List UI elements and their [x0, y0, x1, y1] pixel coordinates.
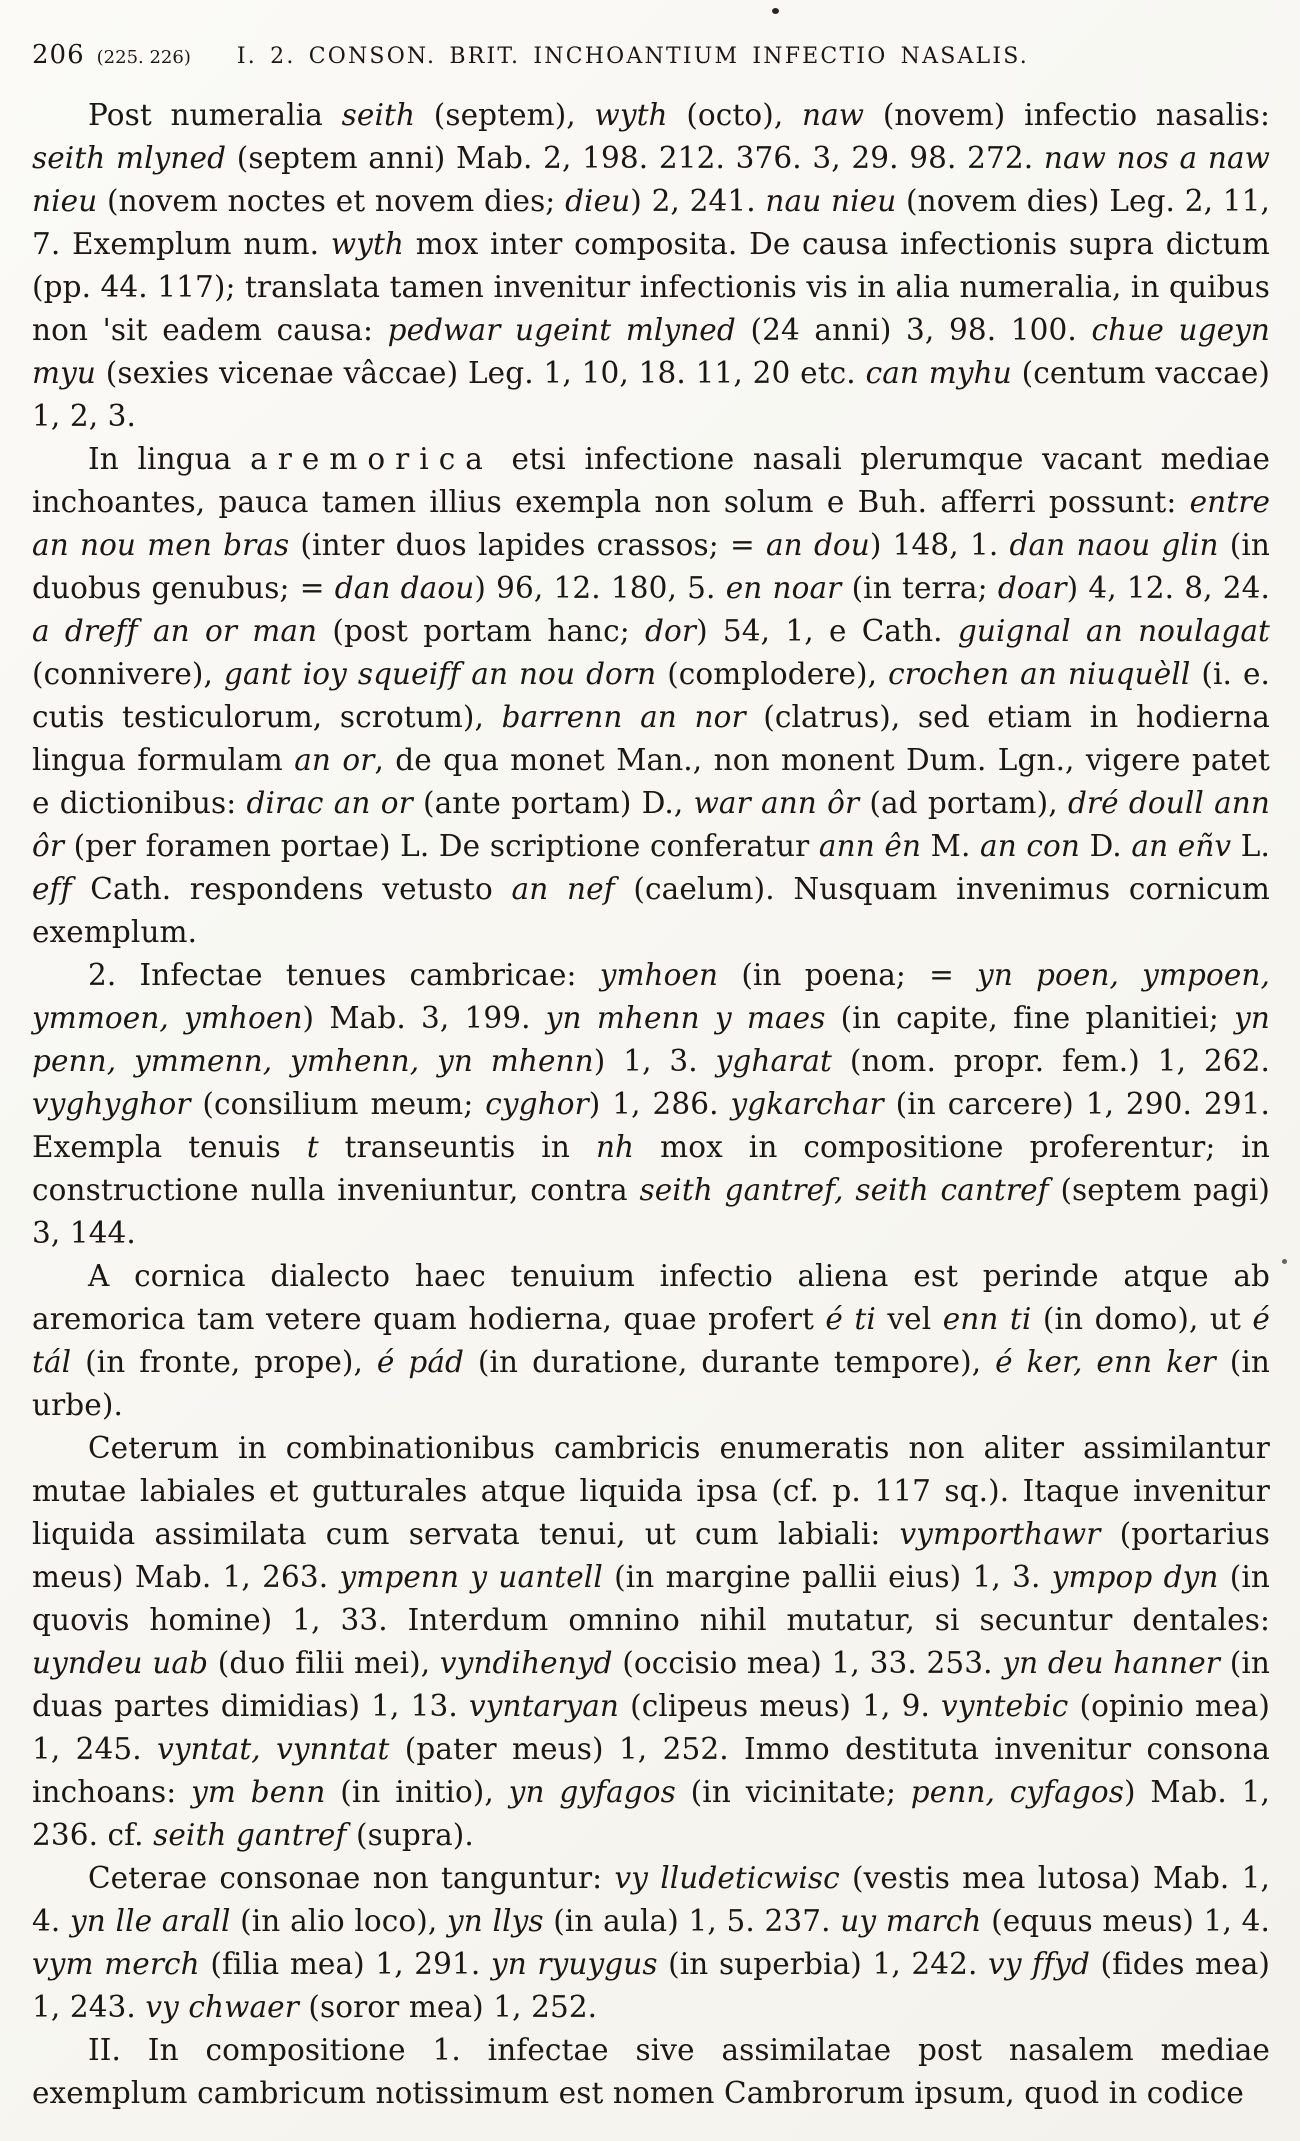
italic-term: ann ên [818, 829, 922, 863]
italic-term: doar [997, 571, 1067, 605]
italic-term: eff [32, 872, 72, 906]
text-run: (soror mea) 1, 252. [298, 1990, 598, 2024]
italic-term: ygharat [715, 1044, 832, 1078]
italic-term: seith gantref [153, 1818, 347, 1852]
text-run: (supra). [346, 1818, 474, 1852]
text-run: transeuntis in [318, 1130, 596, 1164]
italic-term: naw [802, 98, 865, 132]
text-run: (filia mea) 1, 291. [199, 1947, 491, 1981]
text-run: ) Mab. 1, 236. cf. [32, 1775, 1270, 1852]
italic-term: é ti [825, 1302, 876, 1336]
text-run: mox in compositione proferentur; in constructione nulla inveniuntur, contra [32, 1130, 1270, 1207]
page-body [32, 94, 1270, 2115]
text-run: ) 2, 241. [630, 184, 766, 218]
italic-term: seith mlyned [32, 141, 227, 175]
text-run: (novem dies) Leg. 2, 11, 7. Exemplum num. [32, 184, 1271, 261]
text-run: 2. Infectae tenues cambricae: [88, 958, 600, 992]
italic-term: cyghor [485, 1087, 589, 1121]
text-run: ) 148, 1. [869, 528, 1010, 562]
paragraph [32, 1427, 1270, 1857]
italic-term: nau nieu [765, 184, 897, 218]
paragraph [32, 94, 1270, 438]
text-run: M. [921, 829, 981, 863]
italic-term: vy ffyd [988, 1947, 1090, 1981]
italic-term: en noar [725, 571, 842, 605]
paragraph [32, 2029, 1270, 2115]
italic-term: ympop dyn [1051, 1560, 1219, 1594]
text-run: (in vicinitate; [675, 1775, 911, 1809]
italic-term: vyghyghor [32, 1087, 191, 1121]
italic-term: barrenn an nor [501, 700, 746, 734]
text-run: (in quovis homine) 1, 33. Interdum omnino nihil mutatur, si secuntur dentales: [32, 1560, 1270, 1637]
text-run: (in duratione, durante tempore), [464, 1345, 996, 1379]
italic-term: vym merch [32, 1947, 200, 1981]
italic-term: yn llys [447, 1904, 544, 1938]
text-run: ) 96, 12. 180, 5. [474, 571, 726, 605]
text-run: (ad portam), [859, 786, 1068, 820]
text-run: (24 anni) 3, 98. 100. [735, 313, 1092, 347]
text-run: (septem pagi) 3, 144. [32, 1173, 1271, 1250]
italic-term: é tál [32, 1302, 1270, 1379]
italic-term: a dreff an or man [32, 614, 318, 648]
italic-term: enn ti [942, 1302, 1032, 1336]
italic-term: vyntebic [941, 1689, 1069, 1723]
italic-term: war ann ôr [693, 786, 860, 820]
italic-term: t [306, 1130, 319, 1164]
text-run: (septem), [415, 98, 595, 132]
text-run: (clatrus), sed etiam in hodierna lingua formulam [32, 700, 1270, 777]
text-run: (vestis mea lutosa) Mab. 1, 4. [32, 1861, 1270, 1938]
text-run: ) 54, 1, e Cath. [696, 614, 958, 648]
running-header [32, 40, 1270, 70]
text-run: (portarius meus) Mab. 1, 263. [32, 1517, 1270, 1594]
italic-term: dor [645, 614, 697, 648]
text-run: (septem anni) Mab. 2, 198. 212. 376. 3, 29. 98. 272. [226, 141, 1044, 175]
italic-term: vyntat, vynntat [157, 1732, 390, 1766]
text-run: (nom. propr. fem.) 1, 262. [831, 1044, 1270, 1078]
text-run: mox inter composita. De causa infectionis supra dictum (pp. 44. 117); translata tamen invenitur infectionis vis in alia numeralia, in quibus non 'sit eadem causa: [32, 227, 1270, 347]
text-run: (centum vaccae) 1, 2, 3. [32, 356, 1270, 433]
paragraph [32, 1857, 1270, 2029]
scan-artifact-dot [1282, 1259, 1287, 1264]
text-run: (complodere), [656, 657, 889, 691]
italic-term: dirac an or [246, 786, 413, 820]
text-run: vel [875, 1302, 943, 1336]
text-run: II. In compositione 1. infectae sive assimilatae post nasalem mediae exemplum cambricum notissimum est nomen Cambrorum ipsum, quod in codice [32, 2033, 1270, 2110]
text-run: (per foramen portae) L. De scriptione conferatur [64, 829, 819, 863]
text-run: ) Mab. 3, 199. [302, 1001, 546, 1035]
text-run: (in terra; [841, 571, 998, 605]
text-run: (inter duos lapides crassos; = [289, 528, 766, 562]
italic-term: ygkarchar [730, 1087, 884, 1121]
text-run: ) 1, 286. [588, 1087, 731, 1121]
text-run: , de qua monet Man., non monent Dum. Lgn., vigere patet e dictionibus: [32, 743, 1271, 820]
italic-term: vymporthawr [899, 1517, 1101, 1551]
italic-term: vyndihenyd [439, 1646, 613, 1680]
text-run: Post numeralia [88, 98, 342, 132]
italic-term: é ker, enn ker [995, 1345, 1216, 1379]
italic-term: nh [595, 1130, 635, 1164]
italic-term: an con [980, 829, 1081, 863]
text-run: D. [1080, 829, 1132, 863]
text-run: (i. e. cutis testiculorum, scrotum), [32, 657, 1271, 734]
italic-term: an eñv [1131, 829, 1232, 863]
text-run: (post portam hanc; [317, 614, 646, 648]
italic-term: yn penn, ymmenn, ymhenn, yn mhenn [32, 1001, 1270, 1078]
scan-artifact-dot [772, 8, 779, 14]
italic-term: yn poen, ympoen, ymmoen, ymhoen [32, 958, 1270, 1035]
italic-term: an dou [765, 528, 870, 562]
text-run: (novem) infectio nasalis: [864, 98, 1270, 132]
header-title: I. 2. CONSON. BRIT. INCHOANTIUM INFECTIO NASALIS. [236, 44, 1029, 69]
text-run: (in duobus genubus; = [32, 528, 1270, 605]
text-run: (connivere), [32, 657, 224, 691]
italic-term: yn lle arall [70, 1904, 231, 1938]
italic-term: wyth [594, 98, 668, 132]
text-run: Ceterum in combinationibus cambricis enumeratis non aliter assimilantur mutae labiales et gutturales atque liquida ipsa (cf. p. 117 sq.). Itaque invenitur liquida assimilata cum servata tenui, ut cum labiali: [32, 1431, 1270, 1551]
text-run: (ante portam) D., [412, 786, 694, 820]
italic-term: gant ioy squeiff an nou dorn [223, 657, 657, 691]
text-run: ) 4, 12. 8, 24. [1066, 571, 1271, 605]
text-run: (in domo), ut [1031, 1302, 1253, 1336]
text-run: (duo filii mei), [208, 1646, 440, 1680]
italic-term: guignal an noulagat [957, 614, 1270, 648]
text-run: (consilium meum; [190, 1087, 486, 1121]
italic-term: yn gyfagos [508, 1775, 676, 1809]
header-reference: (225. 226) [96, 47, 191, 68]
text-run: (novem noctes et novem dies; [97, 184, 566, 218]
text-run: (pater meus) 1, 252. Immo destituta invenitur consona inchoans: [32, 1732, 1270, 1809]
text-run: (in margine pallii eius) 1, 3. [602, 1560, 1052, 1594]
italic-term: dan naou glin [1009, 528, 1219, 562]
text-run: (in duas partes dimidias) 1, 13. [32, 1646, 1270, 1723]
text-run: etsi infectione nasali plerumque vacant mediae inchoantes, pauca tamen illius exempla non solum e Buh. afferri possunt: [32, 442, 1271, 519]
italic-term: pedwar ugeint mlyned [387, 313, 736, 347]
text-run: (occisio mea) 1, 33. 253. [612, 1646, 1003, 1680]
italic-term: wyth [330, 227, 405, 261]
italic-term: can myhu [865, 356, 1012, 390]
text-run: (in initio), [325, 1775, 509, 1809]
italic-term: dré doull ann ôr [32, 786, 1270, 863]
text-run: (in fronte, prope), [71, 1345, 377, 1379]
page-number: 206 [32, 40, 85, 70]
letterspaced-term: aremorica [250, 442, 493, 476]
italic-term: penn, cyfagos [910, 1775, 1124, 1809]
italic-term: dieu [565, 184, 631, 218]
italic-term: ymhoen [599, 958, 719, 992]
text-run: L. [1231, 829, 1270, 863]
italic-term: an or [294, 743, 375, 777]
text-run: (opinio mea) 1, 245. [32, 1689, 1270, 1766]
paragraph [32, 954, 1270, 1255]
text-run: (fides mea) 1, 243. [32, 1947, 1271, 2024]
text-run: (sexies vicenae vâccae) Leg. 1, 10, 18. 11, 20 etc. [95, 356, 866, 390]
paragraph [32, 1255, 1270, 1427]
italic-term: vyntaryan [468, 1689, 619, 1723]
text-run: (in aula) 1, 5. 237. [543, 1904, 841, 1938]
italic-term: entre an nou men bras [32, 485, 1270, 562]
text-run: ) 1, 3. [593, 1044, 716, 1078]
italic-term: yn mhenn y maes [545, 1001, 826, 1035]
text-run: (in alio loco), [230, 1904, 447, 1938]
text-run: (in superbia) 1, 242. [657, 1947, 989, 1981]
text-run: (in carcere) 1, 290. 291. Exempla tenuis [32, 1087, 1270, 1164]
italic-term: vy lludeticwisc [614, 1861, 840, 1895]
italic-term: seith gantref, seith cantref [639, 1173, 1049, 1207]
italic-term: uy march [840, 1904, 982, 1938]
italic-term: an nef [511, 872, 615, 906]
italic-term: yn deu hanner [1002, 1646, 1221, 1680]
text-run: (clipeus meus) 1, 9. [619, 1689, 942, 1723]
italic-term: seith [341, 98, 416, 132]
text-run: (in capite, fine planitiei; [825, 1001, 1235, 1035]
text-run: (in urbe). [32, 1345, 1270, 1422]
italic-term: uyndeu uab [32, 1646, 209, 1680]
italic-term: crochen an niuquèll [888, 657, 1191, 691]
text-run: Cath. respondens vetusto [71, 872, 512, 906]
italic-term: ympenn y uantell [339, 1560, 603, 1594]
italic-term: ym benn [191, 1775, 326, 1809]
italic-term: chue ugeyn myu [32, 313, 1270, 390]
text-run: (in poena; = [718, 958, 978, 992]
paragraph [32, 438, 1270, 954]
italic-term: yn ryuygus [490, 1947, 658, 1981]
text-run: A cornica dialecto haec tenuium infectio aliena est perinde atque ab aremorica tam vetere quam hodierna, quae profert [32, 1259, 1270, 1336]
text-run: Ceterae consonae non tanguntur: [88, 1861, 615, 1895]
text-run: (caelum). Nusquam invenimus cornicum exemplum. [32, 872, 1270, 949]
text-run: (equus meus) 1, 4. [981, 1904, 1270, 1938]
italic-term: vy chwaer [145, 1990, 299, 2024]
italic-term: dan daou [334, 571, 475, 605]
italic-term: é pád [376, 1345, 465, 1379]
text-run: (octo), [667, 98, 802, 132]
text-run: In lingua [88, 442, 251, 476]
italic-term: naw nos a naw nieu [32, 141, 1270, 218]
